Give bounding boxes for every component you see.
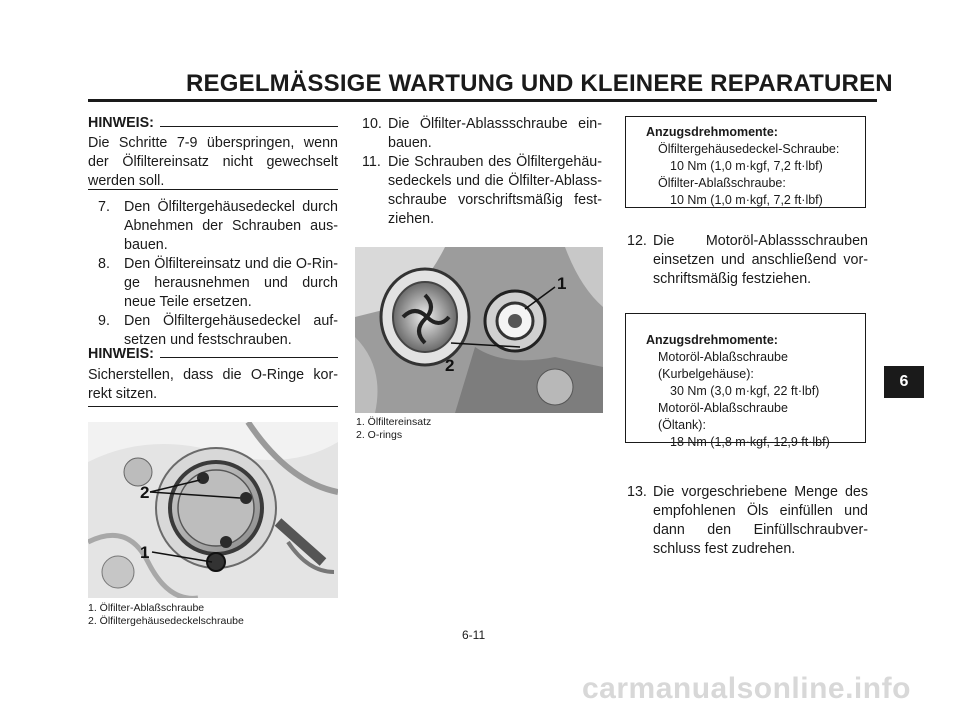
torque-spec-label: Motoröl-Ablaßschraube [658,350,788,364]
torque-box-title: Anzugsdrehmomente: [646,125,778,139]
page-number: 6-11 [462,628,486,642]
caption-2: 2. O-rings [356,429,403,441]
watermark-text: carmanualsonline.info [582,672,911,705]
page-header-title: REGELMÄSSIGE WARTUNG UND KLEINERE REPARATUREN [186,70,893,97]
torque-spec-box-2 [625,313,866,449]
step-list-middle [352,115,602,229]
torque-spec-label: (Kurbelgehäuse): [658,367,754,381]
note-heading-2: HINWEIS: [88,346,338,362]
step-11: 11. Die Schrauben des Ölfiltergehäu-sedeckels und die Ölfilter-Ablass-schraube vorschriftsmäßig fest-ziehen. [362,154,602,227]
torque-spec-value: 30 Nm (3,0 m·kgf, 22 ft·lbf) [670,384,820,398]
step-7: 7. Den Ölfiltergehäusedeckel durch Abnehmen der Schrauben aus-bauen. [98,199,338,253]
torque-spec-label: Motoröl-Ablaßschraube [658,401,788,415]
header-rule [88,99,877,102]
step-12: 12. Die Motoröl-Ablassschrauben einsetzen und anschließend vor-schriftsmäßig festziehen. [627,233,868,287]
torque-spec-value: 18 Nm (1,8 m·kgf, 12,9 ft·lbf) [670,435,830,449]
photo-callout-2: 2 [445,356,455,375]
note-end-rule-1 [88,189,338,190]
left-photo-captions [88,602,348,628]
torque-box-title: Anzugsdrehmomente: [646,333,778,347]
step-list-right-12 [617,232,868,289]
note-heading-1: HINWEIS: [88,115,338,131]
oil-filter-cover-photo [88,422,338,598]
oil-filter-element-photo [355,247,603,413]
torque-spec-box-1 [625,116,866,208]
step-9: 9. Den Ölfiltergehäusedeckel auf-setzen und festschrauben. [98,313,338,348]
torque-spec-label: (Öltank): [658,418,706,432]
note-end-rule-2 [88,406,338,407]
step-13: 13. Die vorgeschriebene Menge des empfohlenen Öls einfüllen und dann den Einfüllschraubver-schluss fest zudrehen. [627,484,868,557]
caption-1: 1. Ölfilter-Ablaßschraube [88,602,205,614]
middle-photo-captions [356,416,596,442]
caption-1: 1. Ölfiltereinsatz [356,416,432,428]
step-list-right-13 [617,483,868,559]
caption-2: 2. Ölfiltergehäusedeckelschraube [88,615,244,627]
note-text-1: Die Schritte 7-9 überspringen, wenn der Ölfiltereinsatz nicht gewechselt werden soll. [88,135,338,189]
photo-callout-1: 1 [557,274,567,293]
step-list-left [88,198,338,350]
torque-spec-value: 10 Nm (1,0 m·kgf, 7,2 ft·lbf) [670,193,823,207]
step-8: 8. Den Ölfiltereinsatz und die O-Rin-ge herausnehmen und durch neue Teile ersetzen. [98,256,338,310]
torque-spec-value: 10 Nm (1,0 m·kgf, 7,2 ft·lbf) [670,159,823,173]
step-10: 10. Die Ölfilter-Ablassschraube ein-bauen. [362,116,602,151]
torque-spec-label: Ölfilter-Ablaßschraube: [658,176,786,190]
torque-spec-label: Ölfiltergehäusedeckel-Schraube: [658,142,840,156]
photo-callout-2: 2 [140,483,150,502]
chapter-tab[interactable]: 6 [884,366,924,398]
photo-callout-1: 1 [140,543,150,562]
note-text-2: Sicherstellen, dass die O-Ringe kor-rekt sitzen. [88,367,338,402]
